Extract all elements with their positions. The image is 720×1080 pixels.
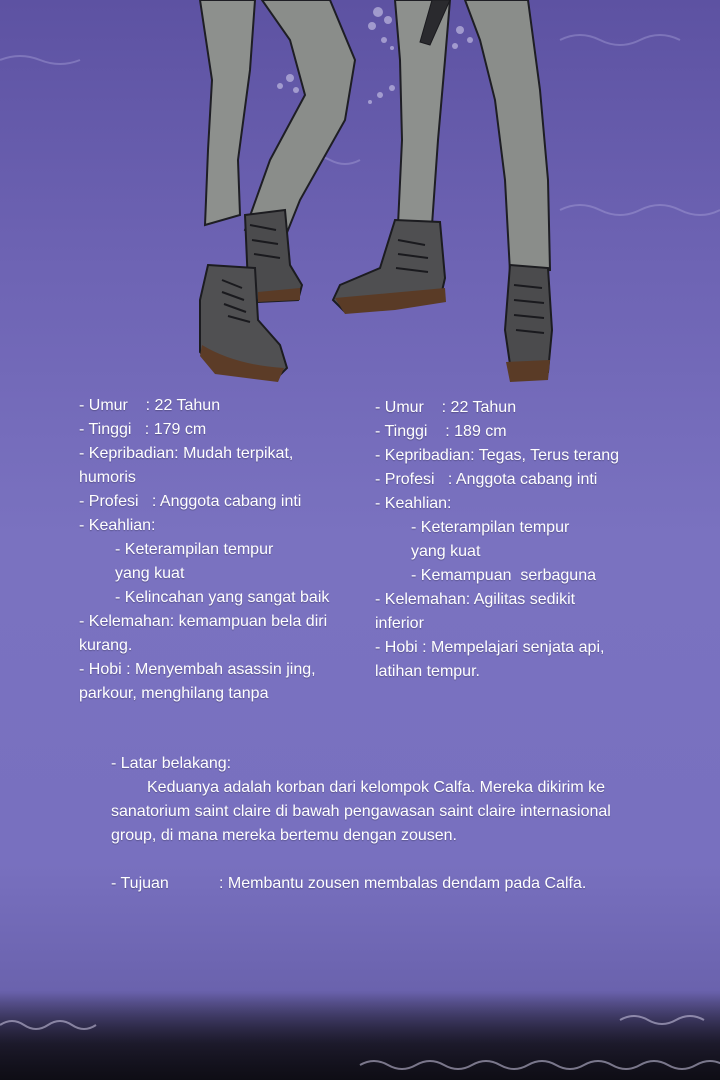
left-personality: - Kepribadian: Mudah terpikat, humoris: [79, 445, 294, 486]
chain-footer-decoration: [0, 990, 720, 1080]
left-weakness: - Kelemahan: kemampuan bela diri kurang.: [79, 613, 328, 654]
right-hobby: - Hobi : Mempelajari senjata api, latihan tempur.: [375, 639, 605, 680]
left-skill-1: - Keterampilan tempur yang kuat: [115, 541, 274, 582]
right-personality: - Kepribadian: Tegas, Terus terang: [375, 447, 620, 464]
right-weakness: - Kelemahan: Agilitas sedikit inferior: [375, 591, 576, 632]
right-skills-label: - Keahlian:: [375, 495, 452, 512]
left-character-leg-1: [200, 0, 255, 225]
shared-story-section: [111, 752, 631, 896]
left-hobby: - Hobi : Menyembah asassin jing, parkour, menghilang tanpa: [79, 661, 316, 702]
right-character-leg-2: [465, 0, 550, 272]
right-skill-1: - Keterampilan tempur yang kuat: [411, 519, 570, 560]
right-profession: - Profesi : Anggota cabang inti: [375, 471, 598, 488]
right-skill-2: - Kemampuan serbaguna: [411, 567, 596, 584]
chain-decoration: [0, 35, 720, 215]
goal-text: : Membantu zousen membalas dendam pada Calfa.: [219, 875, 587, 892]
right-age: - Umur : 22 Tahun: [375, 399, 517, 416]
right-height: - Tinggi : 189 cm: [375, 423, 507, 440]
left-character-profile: [79, 394, 354, 706]
background-text: Keduanya adalah korban dari kelompok Calfa. Mereka dikirim ke sanatorium saint claire di bawah pengawasan saint claire internasional group, di mana mereka bertemu dengan zousen.: [111, 779, 611, 844]
left-age: - Umur : 22 Tahun: [79, 397, 221, 414]
left-profession: - Profesi : Anggota cabang inti: [79, 493, 302, 510]
left-skills-label: - Keahlian:: [79, 517, 156, 534]
background-label: - Latar belakang:: [111, 755, 232, 772]
left-skill-2: - Kelincahan yang sangat baik: [115, 589, 330, 606]
goal-row: [111, 872, 631, 896]
left-height: - Tinggi : 179 cm: [79, 421, 207, 438]
right-character-profile: [375, 396, 640, 684]
character-legs-illustration: [0, 0, 720, 390]
goal-label: - Tujuan: [111, 875, 169, 892]
